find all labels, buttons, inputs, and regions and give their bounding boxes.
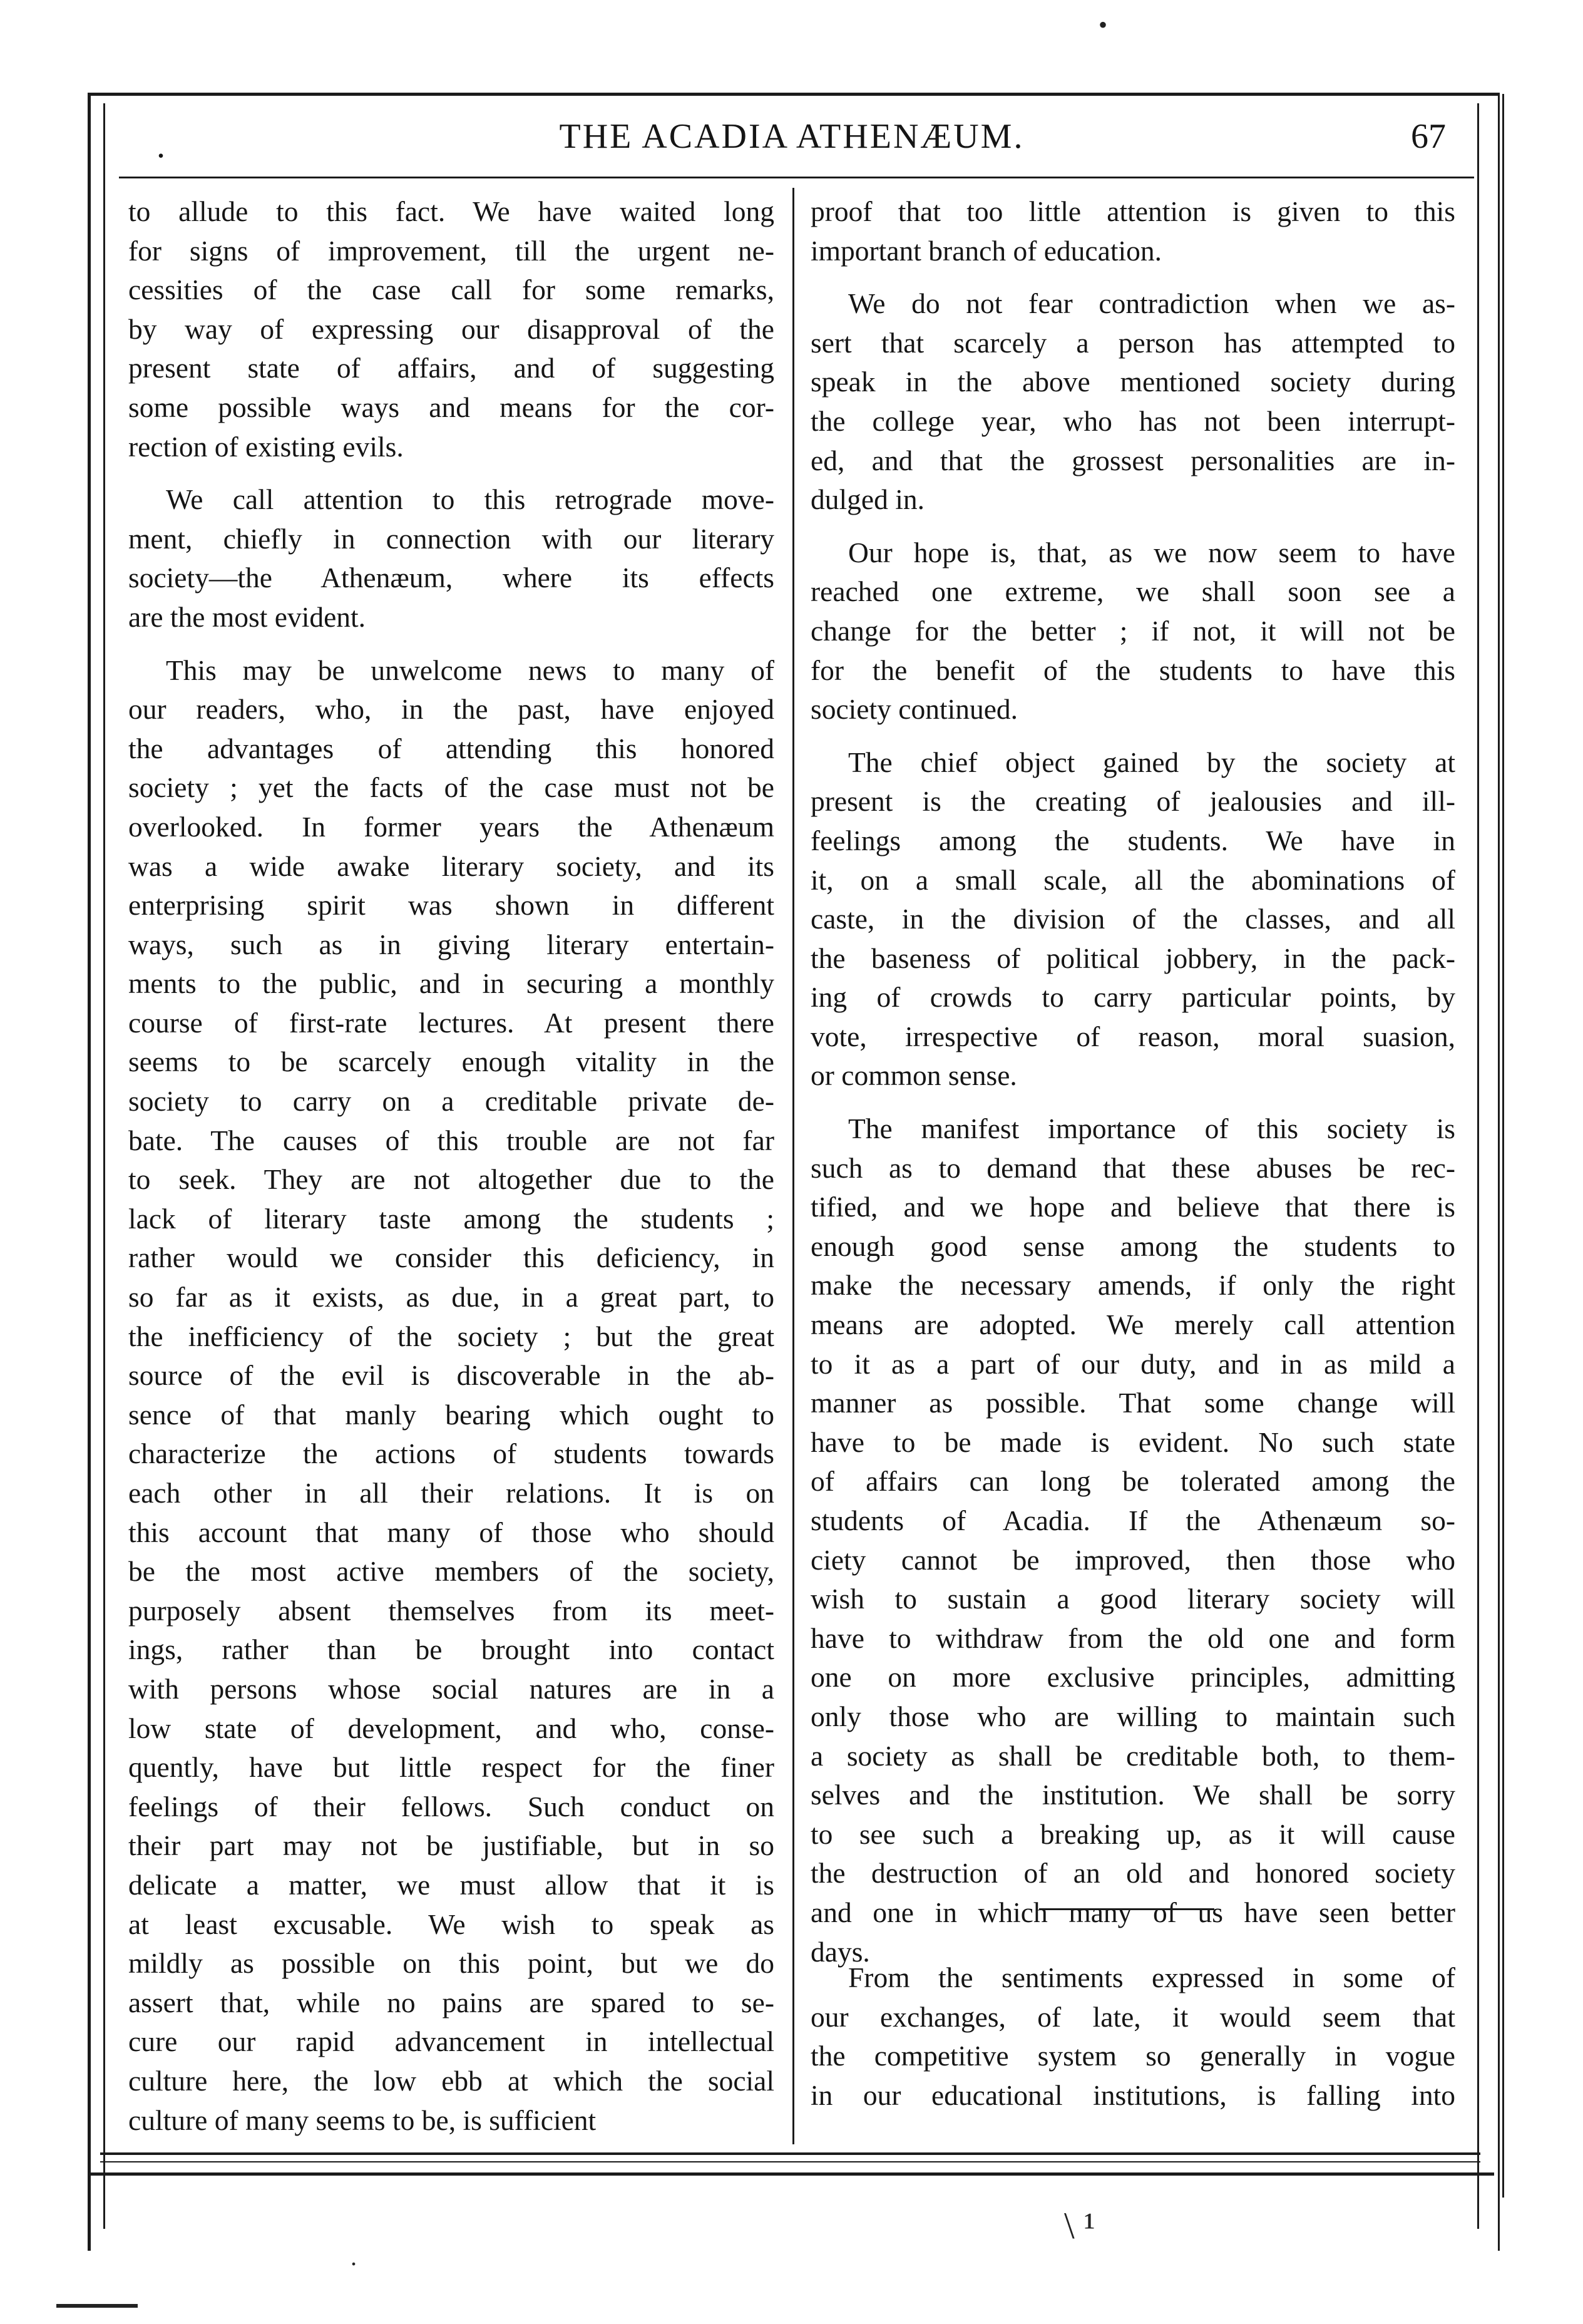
left-column — [128, 192, 774, 2140]
text-line: manner as possible. That some change will — [811, 1387, 1455, 1419]
text-line: assert that, while no pains are spared to se- — [128, 1986, 774, 2018]
text-line: We do not fear contradiction when we as- — [848, 287, 1455, 320]
text-line: the competitive system so generally in vogue — [811, 2040, 1455, 2072]
text-line: the inefficiency of the society ; but the great — [128, 1320, 774, 1352]
text-line: The manifest importance of this society is — [848, 1113, 1455, 1145]
header-dot: . — [156, 126, 165, 165]
text-line: our exchanges, of late, it would seem that — [811, 2000, 1455, 2033]
paragraph-gap — [128, 637, 774, 651]
right-column — [811, 192, 1455, 1972]
page-header — [119, 111, 1465, 165]
text-line: make the necessary amends, if only the right — [811, 1269, 1455, 1302]
text-line: speak in the above mentioned society during — [811, 366, 1455, 398]
text-line: culture of many seems to be, is sufficient — [128, 2104, 597, 2136]
text-line: ed, and that the grossest personalities are in- — [811, 444, 1455, 476]
paragraph-gap — [811, 1096, 1455, 1109]
text-line: caste, in the division of the classes, and all — [811, 903, 1455, 935]
text-line: selves and the institution. We shall be sorry — [811, 1779, 1455, 1811]
text-line: important branch of education. — [811, 234, 1162, 267]
text-line: ments to the public, and in securing a monthly — [128, 967, 774, 1000]
text-line: wish to sustain a good literary society will — [811, 1583, 1455, 1615]
text-line: each other in all their relations. It is on — [128, 1477, 774, 1509]
paragraph-gap — [811, 270, 1455, 284]
top-ink-speck: • — [1099, 11, 1108, 39]
text-line: This may be unwelcome news to many of — [166, 654, 774, 686]
text-line: society continued. — [811, 693, 1018, 726]
text-line: the baseness of political jobbery, in the pack- — [811, 942, 1455, 974]
text-line: enough good sense among the students to — [811, 1230, 1455, 1262]
paragraph-gap — [128, 466, 774, 480]
text-line: cure our rapid advancement in intellectual — [128, 2025, 774, 2058]
text-line: for signs of improvement, till the urgent ne- — [128, 234, 774, 267]
closing-paragraph — [811, 1958, 1455, 2115]
text-line: and one in which many of us have seen better — [811, 1896, 1455, 1928]
text-line: ways, such as in giving literary entertain- — [128, 928, 774, 960]
text-line: society—the Athenæum, where its effects — [128, 562, 774, 594]
text-line: of affairs can long be tolerated among the — [811, 1465, 1455, 1498]
text-line: enterprising spirit was shown in different — [128, 889, 774, 922]
text-line: by way of expressing our disapproval of the — [128, 312, 774, 345]
bottom-ink-dot: . — [351, 2243, 357, 2271]
bottom-ink-scribble: \ ¹ — [1064, 2205, 1095, 2246]
text-line: course of first-rate lectures. At present there — [128, 1006, 774, 1039]
text-line: with persons whose social natures are in a — [128, 1672, 774, 1705]
right-edge-rule — [1502, 94, 1504, 2198]
text-line: present state of affairs, and of suggesting — [128, 352, 774, 384]
text-line: this account that many of those who should — [128, 1516, 774, 1548]
text-line: was a wide awake literary society, and its — [128, 850, 774, 882]
text-line: dulged in. — [811, 483, 925, 516]
text-line: society ; yet the facts of the case must not be — [128, 771, 774, 804]
text-line: the college year, who has not been interrupt- — [811, 404, 1455, 437]
text-line: feelings among the students. We have in — [811, 824, 1455, 856]
text-line: characterize the actions of students towards — [128, 1437, 774, 1470]
text-line: our readers, who, in the past, have enjoyed — [128, 693, 774, 726]
text-line: seems to be scarcely enough vitality in the — [128, 1046, 774, 1078]
paragraph-gap — [811, 520, 1455, 533]
text-line: feelings of their fellows. Such conduct on — [128, 1790, 774, 1823]
text-line: The chief object gained by the society at — [848, 746, 1455, 778]
text-line: be the most active members of the society, — [128, 1555, 774, 1588]
text-line: so far as it exists, as due, in a great part, to — [128, 1281, 774, 1314]
footer-rule-outer — [89, 2172, 1494, 2176]
text-line: for the benefit of the students to have this — [811, 654, 1455, 686]
text-line: the destruction of an old and honored society — [811, 1857, 1455, 1890]
text-line: society to carry on a creditable private de- — [128, 1085, 774, 1118]
text-line: at least excusable. We wish to speak as — [128, 1908, 774, 1940]
footer-rule-thick — [100, 2152, 1480, 2155]
text-line: some possible ways and means for the cor- — [128, 391, 774, 423]
text-line: one on more exclusive principles, admitting — [811, 1661, 1455, 1694]
text-line: source of the evil is discoverable in the ab- — [128, 1359, 774, 1392]
corner-ink-mark — [56, 2304, 138, 2308]
text-line: students of Acadia. If the Athenæum so- — [811, 1504, 1455, 1536]
text-line: vote, irrespective of reason, moral suasion, — [811, 1020, 1455, 1052]
running-title: THE ACADIA ATHENÆUM. — [559, 117, 1025, 156]
paragraph-gap — [811, 729, 1455, 743]
text-line: ings, rather than be brought into contact — [128, 1633, 774, 1666]
text-line: mildly as possible on this point, but we do — [128, 1947, 774, 1980]
text-line: cessities of the case call for some remarks, — [128, 274, 774, 306]
text-line: or common sense. — [811, 1059, 1017, 1092]
text-line: rection of existing evils. — [128, 430, 404, 463]
text-line: lack of literary taste among the students ; — [128, 1202, 774, 1235]
text-line: to it as a part of our duty, and in as mild a — [811, 1347, 1455, 1380]
text-line: change for the better ; if not, it will not be — [811, 614, 1455, 647]
text-line: proof that too little attention is given to this — [811, 195, 1455, 227]
text-line: From the sentiments expressed in some of — [848, 1962, 1455, 1993]
header-rule — [119, 177, 1474, 178]
text-line: in our educational institutions, is falling into — [811, 2079, 1455, 2111]
text-line: only those who are willing to maintain such — [811, 1700, 1455, 1732]
section-separator-rule — [1039, 1908, 1214, 1910]
text-line: Our hope is, that, as we now seem to have — [848, 536, 1455, 568]
text-line: the advantages of attending this honored — [128, 732, 774, 764]
text-line: days. — [811, 1935, 870, 1968]
text-line: We call attention to this retrograde move- — [166, 483, 774, 516]
text-line: have to be made is evident. No such state — [811, 1426, 1455, 1458]
text-line: present is the creating of jealousies and ill- — [811, 785, 1455, 818]
text-line: rather would we consider this deficiency, in — [128, 1242, 774, 1274]
text-line: to see such a breaking up, as it will cause — [811, 1818, 1455, 1850]
text-line: bate. The causes of this trouble are not far — [128, 1124, 774, 1156]
text-line: quently, have but little respect for the finer — [128, 1751, 774, 1784]
text-line: it, on a small scale, all the abominations of — [811, 863, 1455, 896]
text-line: are the most evident. — [128, 600, 366, 633]
text-line: culture here, the low ebb at which the social — [128, 2064, 774, 2097]
text-line: to allude to this fact. We have waited long — [128, 195, 774, 227]
text-line: delicate a matter, we must allow that it is — [128, 1868, 774, 1901]
text-line: their part may not be justifiable, but in so — [128, 1829, 774, 1862]
text-line: low state of development, and who, conse- — [128, 1712, 774, 1744]
text-line: such as to demand that these abuses be rec- — [811, 1151, 1455, 1184]
text-line: a society as shall be creditable both, to them- — [811, 1739, 1455, 1772]
text-line: ment, chiefly in connection with our literary — [128, 522, 774, 555]
text-line: purposely absent themselves from its meet- — [128, 1594, 774, 1627]
text-line: overlooked. In former years the Athenæum — [128, 810, 774, 843]
text-line: ciety cannot be improved, then those who — [811, 1543, 1455, 1576]
page-number: 67 — [1411, 117, 1446, 156]
text-line: means are adopted. We merely call attention — [811, 1309, 1455, 1341]
text-line: tified, and we hope and believe that there is — [811, 1191, 1455, 1223]
column-divider — [792, 188, 794, 2144]
text-line: sence of that manly bearing which ought to — [128, 1398, 774, 1431]
text-line: ing of crowds to carry particular points, by — [811, 981, 1455, 1014]
footer-rule-thin — [100, 2161, 1480, 2162]
text-line: reached one extreme, we shall soon see a — [811, 575, 1455, 608]
text-line: to seek. They are not altogether due to the — [128, 1163, 774, 1196]
text-line: sert that scarcely a person has attempted to — [811, 326, 1455, 359]
text-line: have to withdraw from the old one and form — [811, 1622, 1455, 1654]
